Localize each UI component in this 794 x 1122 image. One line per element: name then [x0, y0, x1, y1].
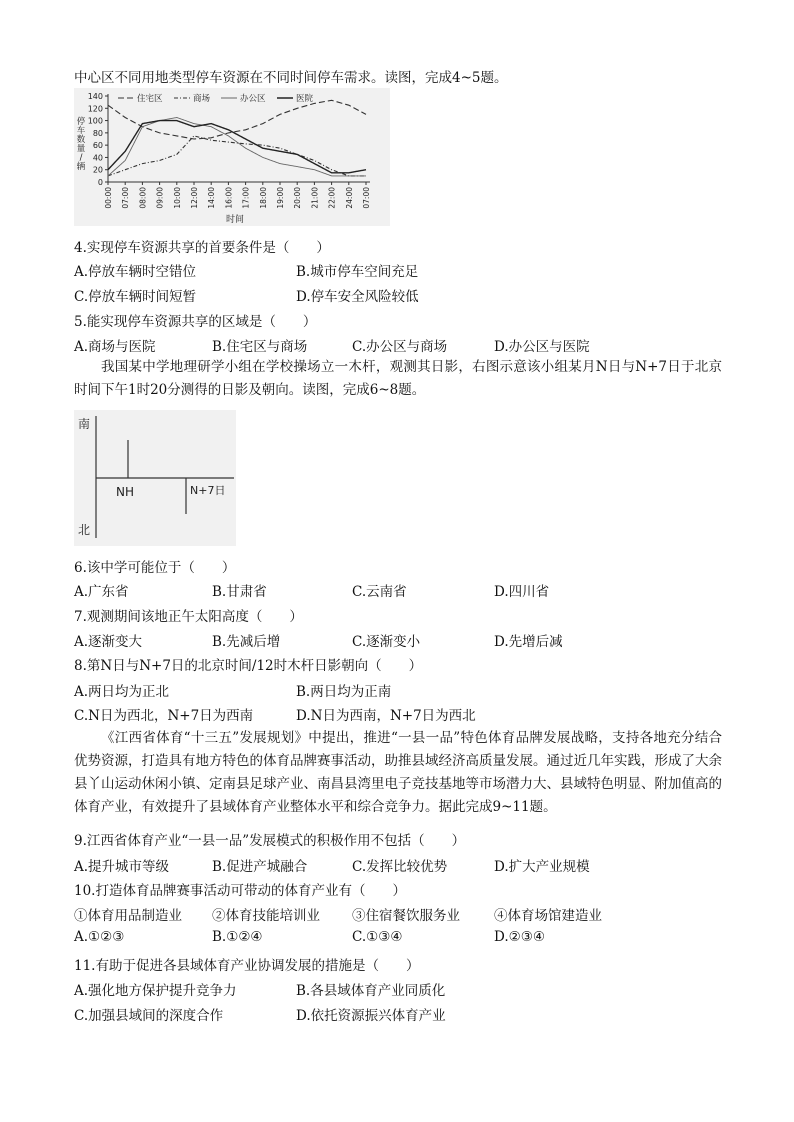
q7-option-c: C.逐渐变小: [352, 634, 421, 650]
q10-stem: 10.打造体育品牌赛事活动可带动的体育产业有（ ）: [74, 883, 406, 899]
x-tick-label: 14:00: [207, 187, 217, 209]
legend-label: 商场: [193, 94, 211, 104]
x-tick-label: 12:00: [190, 187, 199, 209]
x-tick-label: 17:00: [241, 187, 251, 209]
x-tick-label: 16:00: [224, 187, 234, 209]
y-tick-label: 0: [97, 178, 103, 187]
x-tick-label: 19:00: [276, 187, 285, 209]
q10-item-1: ①体育用品制造业: [74, 908, 182, 924]
y-axis-label: 车: [76, 126, 86, 136]
n7-label: N+7日: [190, 484, 226, 497]
nh-label: NH: [116, 485, 134, 499]
q10-item-3: ③住宿餐饮服务业: [352, 908, 460, 924]
q8-stem: 8.第N日与N+7日的北京时间/12时木杆日影朝向（ ）: [74, 658, 423, 674]
q7-option-d: D.先增后减: [494, 634, 563, 650]
series-line-1: [108, 100, 366, 139]
q10-option-d: D.②③④: [494, 929, 545, 945]
parking-chart-svg: [74, 88, 390, 226]
y-axis-label: 辆: [76, 162, 86, 172]
x-tick-label: 18:00: [258, 187, 268, 209]
q5-stem: 5.能实现停车资源共享的区域是（ ）: [74, 314, 317, 330]
q6-option-d: D.四川省: [494, 584, 550, 600]
q6-stem: 6.该中学可能位于（ ）: [74, 560, 236, 576]
q5-option-d: D.办公区与医院: [494, 339, 590, 355]
q11-option-d: D.依托资源振兴体育产业: [296, 1008, 446, 1024]
legend-label: 办公区: [240, 94, 266, 104]
x-tick-label: 20:00: [293, 187, 303, 209]
y-tick-label: 120: [87, 104, 103, 114]
q8-option-a: A.两日均为正北: [74, 684, 170, 700]
y-axis-label: 停: [76, 117, 86, 127]
x-tick-label: 21:00: [310, 187, 320, 209]
q10-item-2: ②体育技能培训业: [212, 908, 320, 924]
q6-option-c: C.云南省: [352, 584, 407, 600]
q7-option-a: A.逐渐变大: [74, 634, 143, 650]
x-axis-label: 时间: [225, 215, 245, 225]
x-tick-label: 08:00: [138, 187, 148, 209]
q9-option-c: C.发挥比较优势: [352, 859, 448, 875]
x-tick-label: 00:00: [104, 187, 113, 209]
q11-option-b: B.各县域体育产业同质化: [296, 983, 446, 999]
q5-option-a: A.商场与医院: [74, 339, 156, 355]
q10-option-a: A.①②③: [74, 929, 125, 945]
q4-stem: 4.实现停车资源共享的首要条件是（ ）: [74, 240, 330, 256]
q8-option-d: D.N日为西南，N+7日为西北: [296, 708, 476, 724]
y-tick-label: 20: [92, 165, 103, 175]
q7-stem: 7.观测期间该地正午太阳高度（ ）: [74, 609, 303, 625]
q8-option-c: C.N日为西北，N+7日为西南: [74, 708, 254, 724]
q4-option-d: D.停车安全风险较低: [296, 289, 419, 305]
q8-option-b: B.两日均为正南: [296, 684, 392, 700]
y-tick-label: 40: [92, 153, 103, 163]
intro-q4-5: 中心区不同用地类型停车资源在不同时间停车需求。读图，完成4~5题。: [74, 70, 508, 86]
intro-q9-11: 《江西省体育“十三五”发展规划》中提出，推进“一县一品”特色体育品牌发展战略，支持各地充分结合优势资源，打造具有地方特色的体育品牌赛事活动，助推县域经济高质量发展。通过近几年实践，形成了大余县丫山运动休闲小镇、定南县足球产业、南昌县湾里电子竞技基地等市场潜力大、县域特色明显、附加值高的体育产业，有效提升了县域体育产业整体水平和综合竞争力。据此完成9~11题。: [74, 730, 722, 815]
x-tick-label: 10:00: [172, 187, 182, 209]
q6-option-b: B.甘肃省: [212, 584, 267, 600]
q4-option-c: C.停放车辆时间短暂: [74, 289, 197, 305]
north-label: 北: [78, 523, 91, 537]
y-tick-label: 100: [87, 116, 103, 126]
x-tick-label: 07:00: [362, 187, 371, 209]
q10-item-4: ④体育场馆建造业: [494, 908, 602, 924]
y-axis-label: 数: [76, 135, 86, 145]
south-label: 南: [78, 417, 91, 431]
y-axis-label: /: [79, 153, 83, 163]
legend-label: 医院: [296, 94, 314, 104]
y-tick-label: 80: [92, 128, 103, 138]
parking-demand-chart: [74, 88, 390, 226]
q6-option-a: A.广东省: [74, 584, 129, 600]
legend-label: 住宅区: [137, 94, 163, 104]
q5-option-b: B.住宅区与商场: [212, 339, 308, 355]
q9-option-a: A.提升城市等级: [74, 859, 170, 875]
q11-option-a: A.强化地方保护提升竞争力: [74, 983, 237, 999]
q7-option-b: B.先减后增: [212, 634, 281, 650]
q10-option-b: B.①②④: [212, 929, 263, 945]
q9-option-b: B.促进产城融合: [212, 859, 308, 875]
q4-option-b: B.城市停车空间充足: [296, 264, 419, 280]
shadow-diagram: [74, 410, 236, 546]
q9-stem: 9.江西省体育产业“一县一品”发展模式的积极作用不包括（ ）: [74, 833, 466, 849]
shadow-diagram-svg: [74, 410, 236, 546]
y-tick-label: 140: [87, 92, 103, 101]
q10-option-c: C.①③④: [352, 929, 403, 945]
q11-stem: 11.有助于促进各县域体育产业协调发展的措施是（ ）: [74, 958, 420, 974]
x-tick-label: 09:00: [155, 187, 165, 209]
q5-option-c: C.办公区与商场: [352, 339, 448, 355]
x-tick-label: 22:00: [327, 187, 337, 209]
x-tick-label: 07:00: [121, 187, 131, 209]
intro-q6-8: 我国某中学地理研学小组在学校操场立一木杆，观测其日影，右图示意该小组某月N日与N+7日于北京时间下午1时20分测得的日影及朝向。读图，完成6~8题。: [74, 359, 722, 398]
y-tick-label: 60: [92, 141, 103, 151]
q4-option-a: A.停放车辆时空错位: [74, 264, 197, 280]
q11-option-c: C.加强县域间的深度合作: [74, 1008, 224, 1024]
q9-option-d: D.扩大产业规模: [494, 859, 590, 875]
y-axis-label: 量: [76, 144, 86, 154]
x-tick-label: 24:00: [344, 187, 354, 209]
